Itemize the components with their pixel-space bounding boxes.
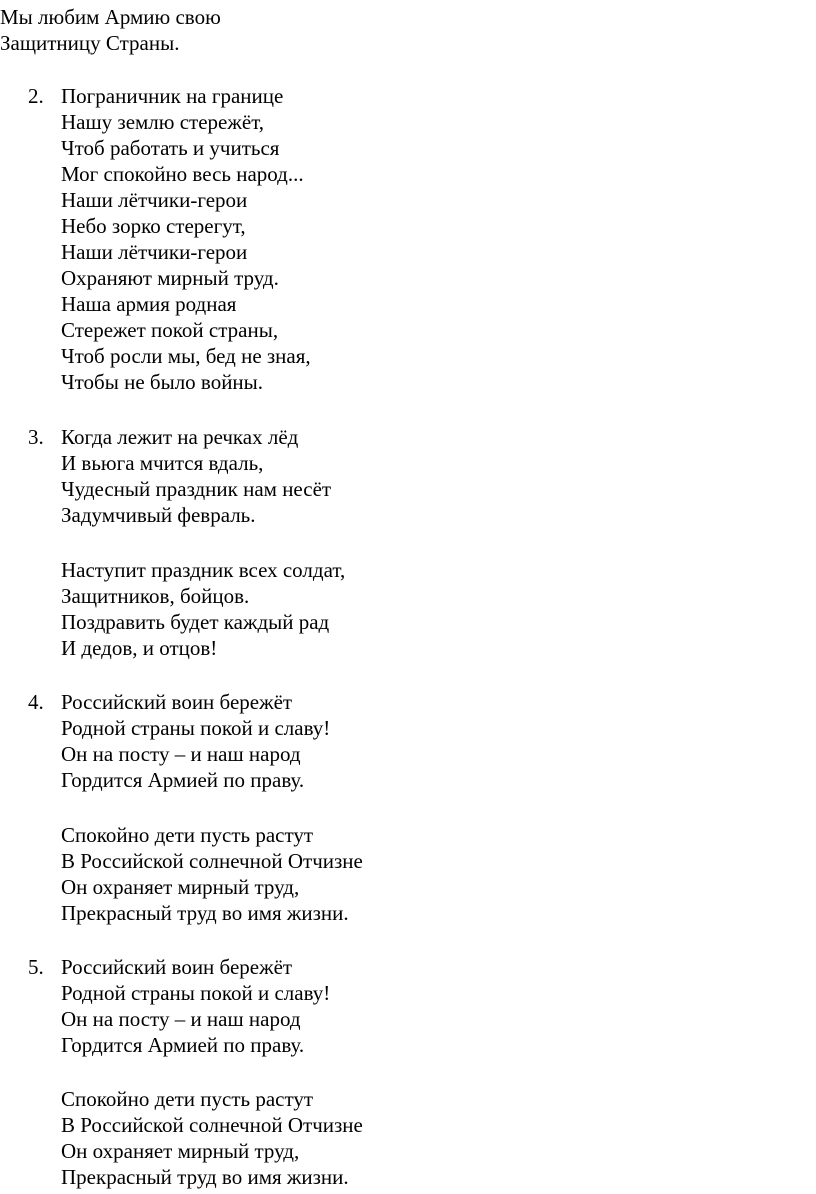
poem-line: Наша армия родная — [61, 292, 237, 316]
poem-line: Прекрасный труд во имя жизни. — [61, 1165, 349, 1189]
poem-line: Он на посту – и наш народ — [61, 1007, 301, 1031]
poem-line: Стережет покой страны, — [61, 318, 279, 342]
verse-number: 3. — [28, 425, 44, 449]
poem-line: Поздравить будет каждый рад — [61, 610, 330, 634]
verse-number: 4. — [28, 690, 44, 714]
poem-line: Он на посту – и наш народ — [61, 742, 301, 766]
poem-line: Небо зорко стерегут, — [61, 214, 246, 238]
poem-line: Прекрасный труд во имя жизни. — [61, 901, 349, 925]
poem-line: И вьюга мчится вдаль, — [61, 451, 264, 475]
poem-line: Охраняют мирный труд. — [61, 266, 279, 290]
poem-line: Нашу землю стережёт, — [61, 110, 265, 134]
poem-line: Защитницу Страны. — [0, 31, 180, 55]
poem-line: Наши лётчики-герои — [61, 240, 248, 264]
poem-line: Чтоб работать и учиться — [61, 136, 280, 160]
poem-line: Защитников, бойцов. — [61, 584, 250, 608]
poem-line: Российский воин бережёт — [61, 955, 293, 979]
poem-line: Гордится Армией по праву. — [61, 1033, 305, 1057]
poem-line: Чтобы не было войны. — [61, 370, 264, 394]
poem-line: В Российской солнечной Отчизне — [61, 849, 363, 873]
poem-line: Гордится Армией по праву. — [61, 768, 305, 792]
verse-number: 2. — [28, 84, 44, 108]
poem-line: Чудесный праздник нам несёт — [61, 477, 332, 501]
poem-line: Задумчивый февраль. — [61, 503, 256, 527]
poem-line: Мог спокойно весь народ... — [61, 162, 304, 186]
poem-line: Он охраняет мирный труд, — [61, 1139, 300, 1163]
poem-line: Когда лежит на речках лёд — [61, 425, 299, 449]
poem-line: Пограничник на границе — [61, 84, 284, 108]
poem-line: Спокойно дети пусть растут — [61, 1087, 314, 1111]
poem-line: Наступит праздник всех солдат, — [61, 558, 346, 582]
poem-line: И дедов, и отцов! — [61, 636, 218, 660]
verse-number: 5. — [28, 955, 44, 979]
poem-line: Спокойно дети пусть растут — [61, 823, 314, 847]
poem-line: Чтоб росли мы, бед не зная, — [61, 344, 311, 368]
poem-line: Мы любим Армию свою — [0, 5, 221, 29]
poem-line: В Российской солнечной Отчизне — [61, 1113, 363, 1137]
poem-line: Российский воин бережёт — [61, 690, 293, 714]
poem-line: Родной страны покой и славу! — [61, 716, 331, 740]
poem-line: Родной страны покой и славу! — [61, 981, 331, 1005]
poem-line: Он охраняет мирный труд, — [61, 875, 300, 899]
poem-line: Наши лётчики-герои — [61, 188, 248, 212]
